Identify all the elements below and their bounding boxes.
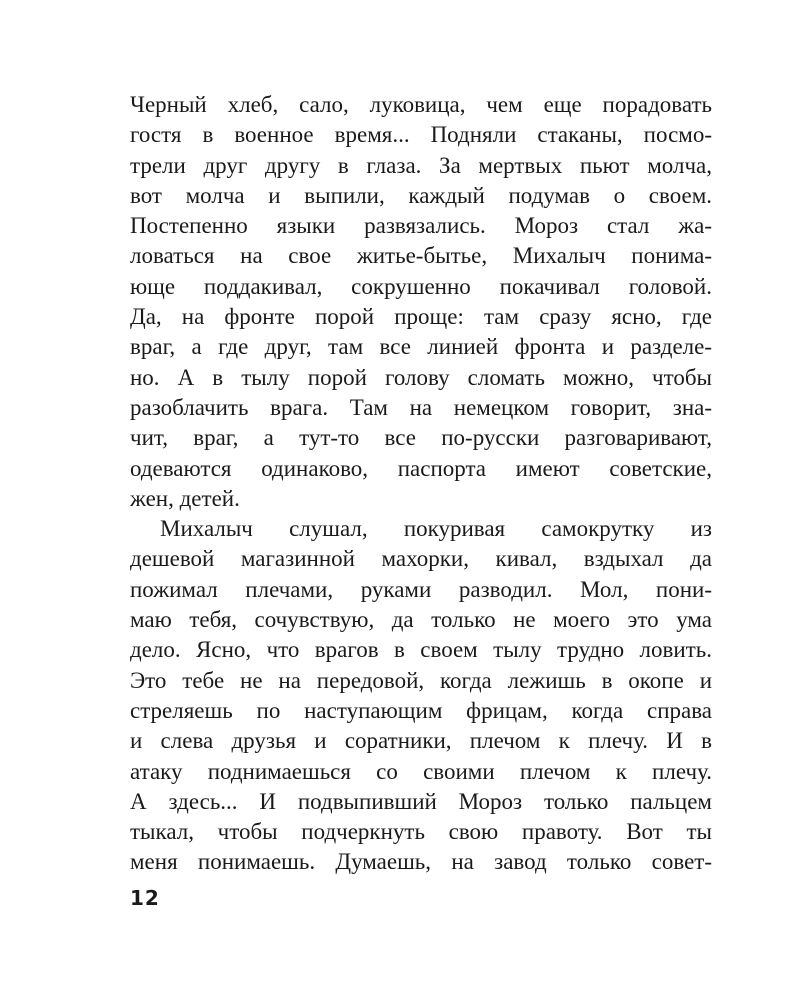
text-line: меня понимаешь. Думаешь, на завод только совет- — [130, 849, 712, 875]
text-line: одеваются одинаково, паспорта имеют советские, — [130, 455, 712, 481]
text-line: но. А в тылу порой голову сломать можно, чтобы — [130, 364, 712, 390]
text-line: трели друг другу в глаза. За мертвых пьют молча, — [130, 152, 712, 178]
text-line: разоблачить врага. Там на немецком говорит, зна- — [130, 394, 712, 420]
text-line: и слева друзья и соратники, плечом к плечу. И в — [130, 728, 712, 754]
text-line: юще поддакивал, сокрушенно покачивал головой. — [130, 273, 712, 299]
text-line: маю тебя, сочувствую, да только не моего это ума — [130, 607, 712, 633]
text-line: атаку поднимаешься со своими плечом к плечу. — [130, 758, 712, 784]
text-line: ловаться на свое житье-бытье, Михалыч понима- — [130, 243, 712, 269]
text-line: Постепенно языки развязались. Мороз стал жа- — [130, 213, 712, 239]
paragraph-end-line: жен, детей. — [130, 485, 240, 511]
text-line: вот молча и выпили, каждый подумав о своем. — [130, 182, 712, 208]
paragraph-first-line: Михалыч слушал, покуривая самокрутку из — [160, 516, 712, 542]
text-line: дешевой магазинной махорки, кивал, вздыхал да — [130, 546, 712, 572]
text-line: Черный хлеб, сало, луковица, чем еще порадовать — [130, 92, 712, 117]
text-line: Это тебе не на передовой, когда лежишь в окопе и — [130, 667, 712, 693]
text-line: чит, враг, а тут-то все по-русски разговаривают, — [130, 425, 712, 451]
text-line: гостя в военное время... Подняли стаканы, посмо- — [130, 122, 712, 148]
text-line: пожимал плечами, руками разводил. Мол, пони- — [130, 576, 712, 602]
page-number: 12 — [130, 886, 160, 910]
text-line: враг, а где друг, там все линией фронта и разделе- — [130, 334, 712, 360]
text-line: стреляешь по наступающим фрицам, когда справа — [130, 697, 712, 723]
text-line: Да, на фронте порой проще: там сразу ясно, где — [130, 304, 712, 330]
text-line: дело. Ясно, что врагов в своем тылу трудно ловить. — [130, 637, 712, 663]
text-line: тыкал, чтобы подчеркнуть свою правоту. Вот ты — [130, 819, 712, 845]
body-text — [130, 90, 712, 878]
text-line: А здесь... И подвыпивший Мороз только пальцем — [130, 788, 712, 814]
